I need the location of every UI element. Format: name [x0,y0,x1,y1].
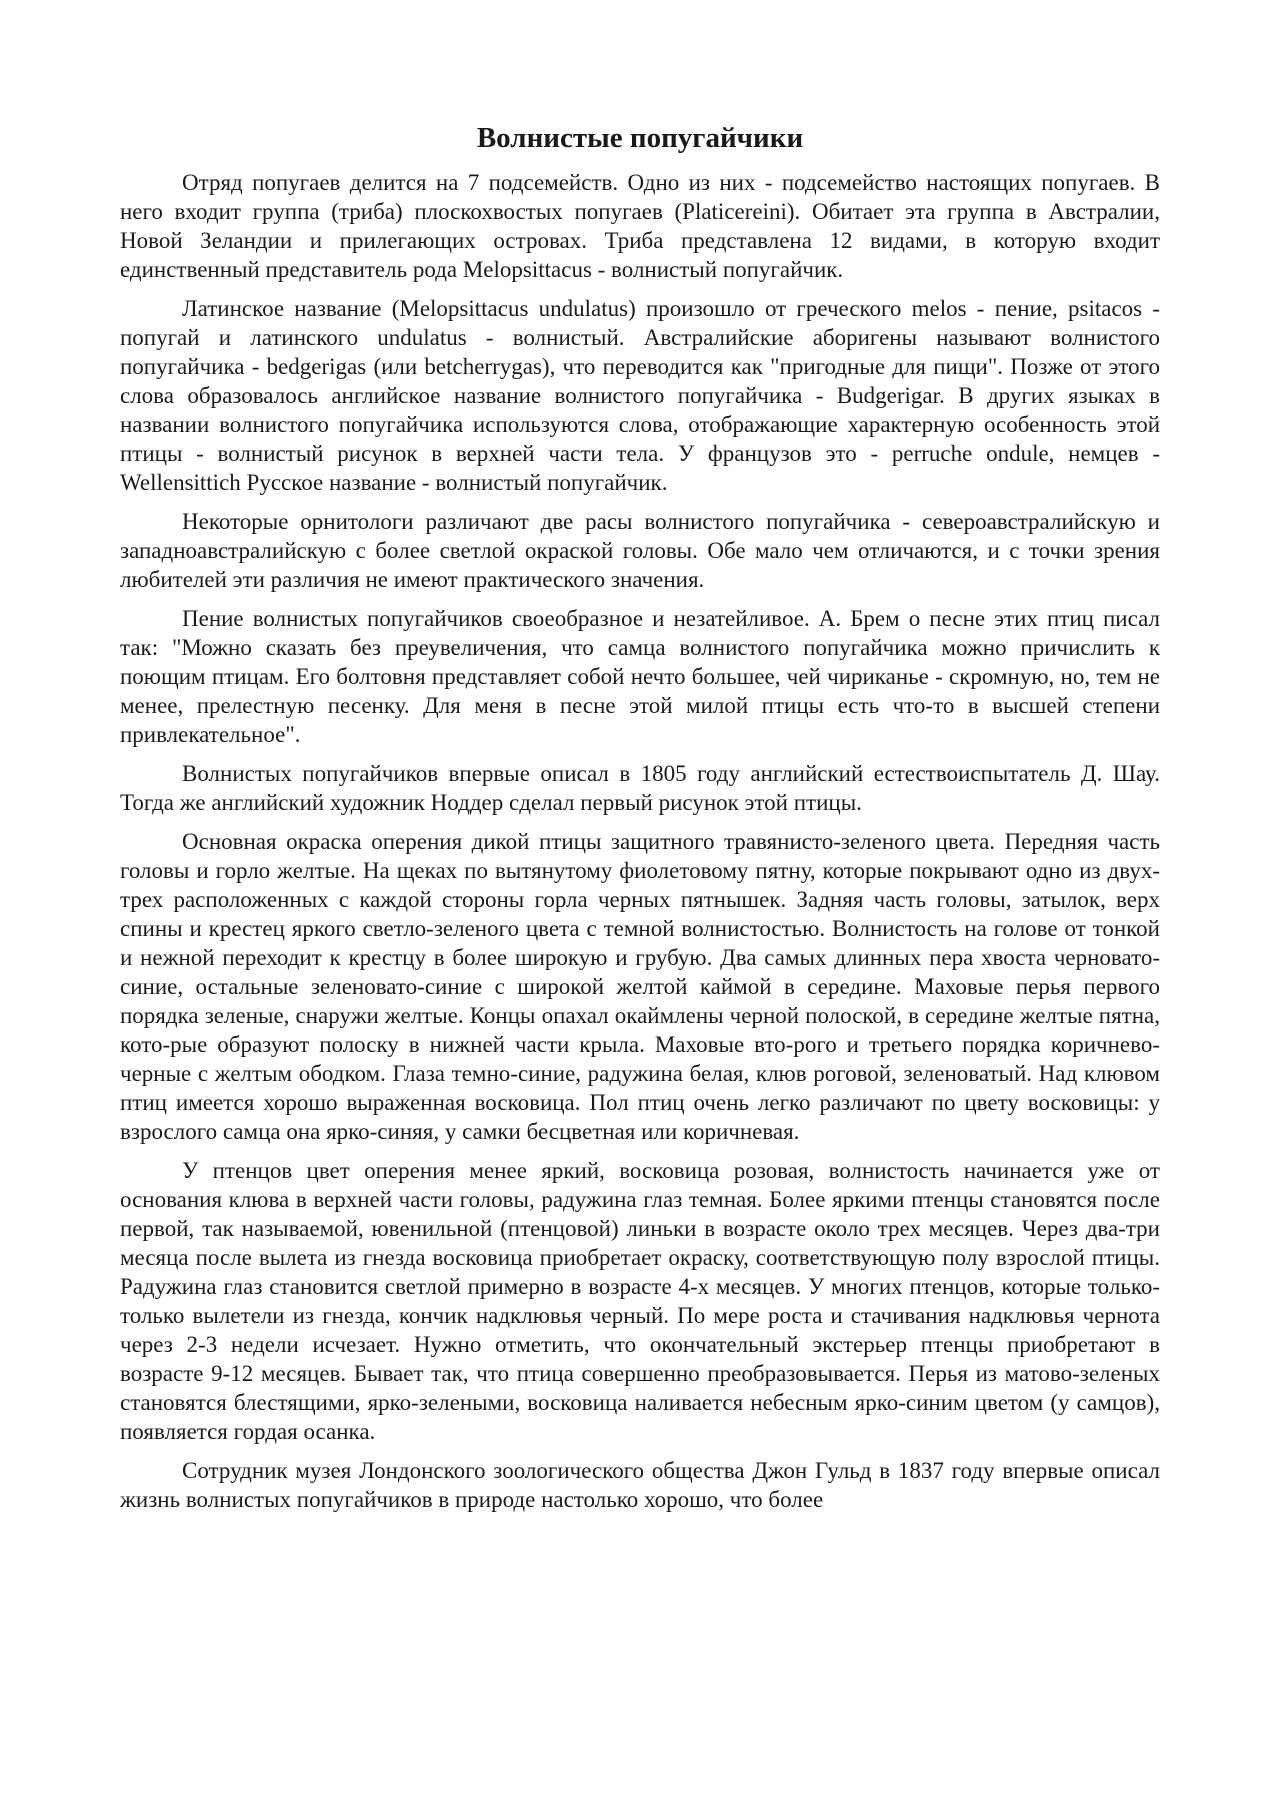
paragraph-coloration: Основная окраска оперения дикой птицы защитного травянисто-зеленого цвета. Передняя часть головы и горло желтые. На щеках по вытянутому фиолетовому пятну, которые покрывают одно из двух-трех расположенных с каждой стороны горла черных пятнышек. Задняя часть головы, затылок, верх спины и крестец яркого светло-зеленого цвета с темной волнистостью. Волнистость на голове от тонкой и нежной переходит к крестцу в более широкую и грубую. Два самых длинных пера хвоста черновато-синие, остальные зеленовато-синие с широкой желтой каймой в середине. Маховые перья первого порядка зеленые, снаружи желтые. Концы опахал окаймлены черной полоской, в середине желтые пятна, кото-рые образуют полоску в нижней части крыла. Маховые вто-рого и третьего порядка коричнево-черные с желтым ободком. Глаза темно-синие, радужина белая, клюв роговой, зеленоватый. Над клювом птиц имеется хорошо выраженная восковица. Пол птиц очень легко различают по цвету восковицы: у взрослого самца она ярко-синяя, у самки бесцветная или коричневая. [120,829,1160,1144]
paragraph-name-origin: Латинское название (Melopsittacus undulatus) произошло от греческого melos - пение, psitacos - попугай и латинского undulatus - волнистый. Австралийские аборигены называют волнистого попугайчика - bedgerigas (или betcherrygas), что переводится как "пригодные для пищи". Позже от этого слова образовалось английское название волнистого попугайчика - Budgerigar. В других языках в названии волнистого попугайчика используются слова, отображающие характерную особенность этой птицы - волнистый рисунок в верхней части тела. У французов это - perruche ondule, немцев - Wellensittich Русское название - волнистый попугайчик. [120,296,1160,495]
document-page [120,118,1160,1524]
paragraph-singing: Пение волнистых попугайчиков своеобразное и незатейливое. А. Брем о песне этих птиц писал так: "Можно сказать без преувеличения, что самца волнистого попугайчика можно причислить к поющим птицам. Его болтовня представляет собой нечто большее, чей чириканье - скромную, но, тем не менее, прелестную песенку. Для меня в песне этой милой птицы есть что-то в высшей степени привлекательное". [120,606,1160,747]
paragraph-races: Некоторые орнитологи различают две расы волнистого попугайчика - североавстралийскую и западноавстралийскую с более светлой окраской головы. Обе мало чем отличаются, и с точки зрения любителей эти различия не имеют практического значения. [120,509,1160,592]
paragraph-chicks: У птенцов цвет оперения менее яркий, восковица розовая, волнистость начинается уже от основания клюва в верхней части головы, радужина глаз темная. Более яркими птенцы становятся после первой, так называемой, ювенильной (птенцовой) линьки в возрасте около трех месяцев. Через два-три месяца после вылета из гнезда восковица приобретает окраску, соответствующую полу взрослой птицы. Радужина глаз становится светлой примерно в возрасте 4-х месяцев. У многих птенцов, которые только-только вылетели из гнезда, кончик надклювья черный. По мере роста и стачивания надклювья чернота через 2-3 недели исчезает. Нужно отметить, что окончательный экстерьер птенцы приобретают в возрасте 9-12 месяцев. Бывает так, что птица совершенно преобразовывается. Перья из матово-зеленых становятся блестящими, ярко-зелеными, восковица наливается небесным ярко-синим цветом (у самцов), появляется гордая осанка. [120,1158,1160,1444]
paragraph-first-description: Волнистых попугайчиков впервые описал в 1805 году английский естествоиспытатель Д. Шау. Тогда же английский художник Ноддер сделал первый рисунок этой птицы. [120,761,1160,815]
paragraph-gould: Сотрудник музея Лондонского зоологического общества Джон Гульд в 1837 году впервые описал жизнь волнистых попугайчиков в природе настолько хорошо, что более [120,1458,1160,1512]
page-title: Волнистые попугайчики [476,122,804,154]
paragraph-taxonomy: Отряд попугаев делится на 7 подсемейств. Одно из них - подсемейство настоящих попугаев. В него входит группа (триба) плоскохвостых попугаев (Platicereini). Обитает эта группа в Австралии, Новой Зеландии и прилегающих островах. Триба представлена 12 видами, в которую входит единственный представитель рода Melopsittacus - волнистый попугайчик. [120,170,1160,282]
